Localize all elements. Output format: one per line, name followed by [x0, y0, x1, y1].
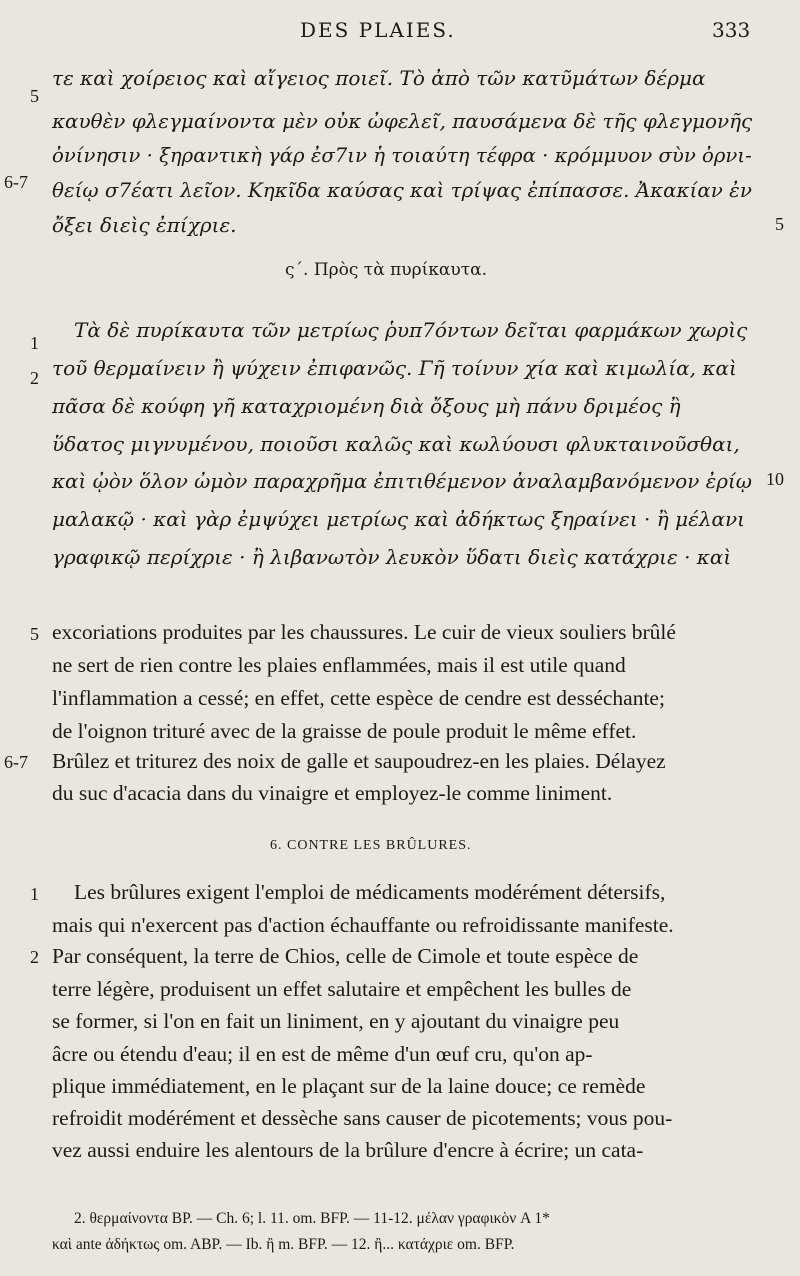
line-number: 1	[30, 884, 39, 904]
greek-line: τοῦ θερμαίνειν ἢ ψύχειν ἐπιφανῶς. Γῆ τοίνυν χία καὶ κιμωλία, καὶ	[52, 356, 737, 380]
line-number: 1	[30, 333, 39, 353]
french-line: Par conséquent, la terre de Chios, celle de Cimole et toute espèce de	[52, 944, 639, 968]
footnote-line: καὶ ante ἀδήκτως om. ABP. — Ib. ἢ m. BFP. — 12. ἢ... κατάχριε om. BFP.	[52, 1236, 515, 1253]
greek-line: ὀνίνησιν · ξηραντικὴ γάρ ἐσ7ιν ἡ τοιαύτη τέφρα · κρόμμυον σὺν ὀρνι-	[52, 143, 752, 167]
french-line: refroidit modérément et dessèche sans causer de picotements; vous pou-	[52, 1106, 673, 1130]
page-number: 333	[712, 18, 751, 42]
greek-line: πᾶσα δὲ κούφη γῆ καταχριομένη διὰ ὄξους μὴ πάνυ δριμέος ἢ	[52, 394, 681, 418]
line-number: 2	[30, 947, 39, 967]
line-number: 5	[30, 86, 39, 106]
french-line: de l'oignon trituré avec de la graisse de poule produit le même effet.	[52, 719, 637, 743]
line-number: 6-7	[4, 172, 28, 192]
greek-section-heading: ς΄. Πρὸς τὰ πυρίκαυτα.	[285, 260, 487, 280]
french-line: Les brûlures exigent l'emploi de médicaments modérément détersifs,	[74, 880, 666, 904]
french-line: plique immédiatement, en le plaçant sur de la laine douce; ce remède	[52, 1074, 646, 1098]
greek-line: γραφικῷ περίχριε · ἢ λιβανωτὸν λευκὸν ὕδατι διεὶς κατάχριε · καὶ	[52, 545, 732, 569]
french-line: terre légère, produisent un effet salutaire et empêchent les bulles de	[52, 977, 632, 1001]
greek-line: τε καὶ χοίρειος καὶ αἴγειος ποιεῖ. Τὸ ἀπὸ τῶν κατῦμάτων δέρμα	[52, 66, 706, 90]
french-section-heading: 6. CONTRE LES BRÛLURES.	[270, 838, 472, 853]
right-line-number: 5	[775, 214, 784, 234]
greek-line: μαλακῷ · καὶ γὰρ ἐμψύχει μετρίως καὶ ἀδήκτως ξηραίνει · ἢ μέλανι	[52, 507, 746, 531]
greek-line: καυθὲν φλεγμαίνοντα μὲν οὐκ ὠφελεῖ, παυσάμενα δὲ τῆς φλεγμονῆς	[52, 109, 753, 133]
greek-line: ὕδατος μιγνυμένου, ποιοῦσι καλῶς καὶ κωλύουσι φλυκταινοῦσθαι,	[52, 432, 740, 456]
line-number: 2	[30, 368, 39, 388]
greek-line: καὶ ᾠὸν ὅλον ὠμὸν παραχρῆμα ἐπιτιθέμενον ἀναλαμβανόμενον ἐρίῳ	[52, 469, 753, 493]
french-line: âcre ou étendu d'eau; il en est de même d'un œuf cru, qu'on ap-	[52, 1042, 593, 1066]
french-line: se former, si l'on en fait un liniment, en y ajoutant du vinaigre peu	[52, 1009, 620, 1033]
french-line: du suc d'acacia dans du vinaigre et employez-le comme liniment.	[52, 781, 613, 805]
page-header	[0, 18, 800, 48]
french-line: ne sert de rien contre les plaies enflammées, mais il est utile quand	[52, 653, 626, 677]
line-number: 6-7	[4, 752, 28, 772]
greek-line: ὄξει διεὶς ἐπίχριε.	[52, 213, 237, 237]
greek-line: θείῳ σ7έατι λεῖον. Κηκῖδα καύσας καὶ τρίψας ἐπίπασσε. Ἀκακίαν ἐν	[52, 178, 752, 202]
right-line-number: 10	[766, 469, 784, 489]
running-title: DES PLAIES.	[300, 18, 456, 42]
french-line: vez aussi enduire les alentours de la brûlure d'encre à écrire; un cata-	[52, 1138, 644, 1162]
french-line: Brûlez et triturez des noix de galle et saupoudrez-en les plaies. Délayez	[52, 749, 666, 773]
greek-line: Τὰ δὲ πυρίκαυτα τῶν μετρίως ῥυπ7όντων δεῖται φαρμάκων χωρὶς	[74, 318, 748, 342]
line-number: 5	[30, 624, 39, 644]
footnote-line: 2. θερμαίνοντα BP. — Ch. 6; l. 11. om. BFP. — 11-12. μέλαν γραφικὸν A 1*	[74, 1210, 550, 1227]
french-line: excoriations produites par les chaussures. Le cuir de vieux souliers brûlé	[52, 620, 676, 644]
french-line: mais qui n'exercent pas d'action échauffante ou refroidissante manifeste.	[52, 913, 674, 937]
french-line: l'inflammation a cessé; en effet, cette espèce de cendre est desséchante;	[52, 686, 665, 710]
